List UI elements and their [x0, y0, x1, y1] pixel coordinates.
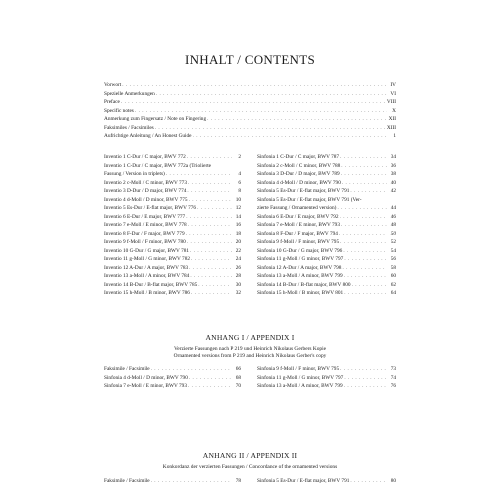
toc-entry: [104, 188, 241, 197]
toc-entry-page: 66: [235, 366, 241, 372]
toc-entry-page: XII: [388, 116, 396, 122]
toc-entry-page: 58: [390, 264, 396, 271]
toc-entry-label: Inventio 3 D-Dur / D major, BWV 774: [104, 188, 187, 194]
toc-entry-page: 22: [235, 247, 241, 254]
dot-leader: [344, 257, 387, 262]
dot-leader: [340, 155, 387, 160]
toc-entry-label: Sinfonia 13 a-Moll / A minor, BWV 799: [257, 383, 343, 389]
toc-entry: [104, 205, 241, 214]
front-matter-list: [104, 82, 396, 142]
toc-entry: [104, 214, 241, 223]
toc-entry: [104, 91, 396, 100]
toc-entry-label: Sinfonia 7 e-Moll / E minor, BWV 793: [104, 383, 187, 389]
dot-leader: [191, 291, 232, 296]
dot-leader: [155, 126, 386, 131]
toc-entry-page: 54: [390, 247, 396, 254]
dot-leader: [190, 249, 232, 254]
toc-entry-label: Sinfonia 4 d-Moll / D minor, BWV 790: [257, 179, 341, 186]
toc-entry: [257, 231, 396, 240]
dot-leader: [342, 266, 387, 271]
toc-entry-label: Sinfonia 2 c-Moll / C minor, BWV 788: [257, 162, 341, 169]
dot-leader: [156, 92, 387, 97]
dot-leader: [121, 100, 386, 105]
toc-entry-page: X: [392, 107, 396, 114]
toc-entry: [104, 171, 241, 180]
dot-leader: [350, 189, 387, 194]
toc-entry-page: XIII: [386, 124, 396, 131]
toc-entry-label: Sinfonia 8 F-Dur / F major, BWV 794: [257, 230, 338, 237]
dot-leader: [151, 479, 232, 484]
dot-leader: [340, 240, 387, 245]
toc-entry-label: Sinfonia 13 a-Moll / A minor, BWV 799: [257, 273, 343, 279]
toc-entry-page: 14: [235, 213, 241, 220]
dot-leader: [344, 376, 387, 381]
toc-entry-page: 40: [390, 179, 396, 186]
toc-entry-label: Sinfonia 15 h-Moll / B minor, BWV 801: [257, 290, 344, 296]
toc-entry: [257, 214, 396, 223]
toc-entry-page: 18: [235, 230, 241, 237]
toc-entry: [257, 256, 396, 265]
toc-entry-label: Sinfonia 5 Es-Dur / E-flat major, BWV 791: [257, 478, 350, 484]
toc-entry: [257, 171, 396, 180]
toc-entry-page: 50: [390, 230, 396, 237]
toc-entry-label: Inventio 6 E-Dur / E major, BWV 777: [104, 213, 186, 220]
toc-entry-page: 42: [390, 188, 396, 194]
toc-entry: [104, 478, 241, 487]
dot-leader: [343, 249, 387, 254]
toc-entry: [104, 197, 241, 206]
dot-leader: [187, 189, 232, 194]
toc-entry-label: Aufrichtige Anleitung / An Honest Guide: [104, 133, 192, 139]
toc-entry-page: 38: [390, 171, 396, 177]
toc-entry-label: Inventio 2 c-Moll / C minor, BWV 773: [104, 179, 187, 186]
dot-leader: [339, 232, 387, 237]
dot-leader: [151, 367, 232, 372]
toc-entry: [104, 82, 396, 91]
dot-leader: [187, 240, 232, 245]
toc-entry-label: Fassung / Version in triplets): [104, 171, 165, 177]
toc-entry-page: 34: [390, 154, 396, 160]
toc-entry: [104, 265, 241, 274]
toc-entry-label: Inventio 7 e-Moll / E minor, BWV 778: [104, 222, 187, 228]
toc-entry-label: Sinfonia 9 f-Moll / F minor, BWV 795: [257, 366, 340, 372]
toc-entry-page: 64: [390, 290, 396, 296]
toc-entry: [257, 478, 396, 487]
toc-entry-label: Inventio 12 A-Dur / A major, BWV 783: [104, 264, 189, 271]
dot-leader: [350, 479, 387, 484]
toc-entry: [104, 375, 241, 384]
toc-entry: [257, 239, 396, 248]
toc-entry-label: Faksimile / Facsimile: [104, 478, 150, 484]
dot-leader: [122, 83, 387, 88]
toc-entry-page: 4: [238, 171, 241, 177]
toc-entry-label: Spezielle Anmerkungen: [104, 90, 155, 97]
toc-entry: [257, 163, 396, 172]
dot-leader: [190, 274, 232, 279]
dot-leader: [189, 198, 232, 203]
toc-entry: [257, 197, 396, 206]
toc-entry-label: Sinfonia 5 Es-Dur / E-flat major, BWV 791 (Ver-: [257, 196, 362, 203]
appendix1-title: ANHANG I / APPENDIX I: [205, 333, 295, 342]
toc-entry-page: 62: [390, 281, 396, 288]
toc-entry-page: 76: [390, 383, 396, 389]
dot-leader: [193, 134, 387, 139]
toc-entry: [104, 222, 241, 231]
toc-entry: [257, 248, 396, 257]
appendix2-title: ANHANG II / APPENDIX II: [202, 451, 298, 460]
dot-leader: [189, 376, 232, 381]
toc-entry: [104, 239, 241, 248]
toc-entry-label: Sinfonia 9 f-Moll / F minor, BWV 795: [257, 239, 340, 245]
toc-entry-page: 52: [390, 239, 396, 245]
appendix1-right-list: [257, 366, 396, 392]
toc-entry: [257, 366, 396, 375]
dot-leader: [340, 367, 387, 372]
toc-entry-page: 26: [235, 264, 241, 271]
toc-entry-page: VIII: [386, 99, 396, 105]
dot-leader: [191, 257, 232, 262]
toc-entry-page: 80: [390, 478, 396, 484]
dot-leader: [189, 266, 232, 271]
toc-entry: [104, 290, 241, 299]
toc-entry: [257, 188, 396, 197]
toc-entry: [104, 273, 241, 282]
toc-entry: [104, 154, 241, 163]
toc-entry: [257, 265, 396, 274]
dot-leader: [341, 164, 387, 169]
dot-leader: [135, 109, 387, 114]
toc-entry: [104, 163, 241, 172]
toc-entry-page: 56: [390, 256, 396, 262]
toc-entry-label: Inventio 8 F-Dur / F major, BWV 779: [104, 230, 185, 237]
toc-entry-page: 46: [390, 213, 396, 220]
toc-entry: [104, 180, 241, 189]
dot-leader: [186, 232, 232, 237]
toc-entry: [257, 222, 396, 231]
toc-entry-page: 24: [235, 256, 241, 262]
toc-entry-page: 74: [390, 374, 396, 381]
toc-entry: [257, 290, 396, 299]
toc-entry-label: Sinfonia 7 e-Moll / E minor, BWV 793: [257, 222, 340, 228]
toc-entry-page: 44: [390, 205, 396, 211]
dot-leader: [166, 172, 232, 177]
dot-leader: [344, 291, 387, 296]
toc-entry-label: Specific notes: [104, 107, 134, 114]
toc-entry-page: VI: [390, 90, 396, 97]
toc-entry-label: Sinfonia 14 B-Dur / B-flat major, BWV 800: [257, 281, 351, 288]
toc-entry: [104, 99, 396, 108]
toc-entry-page: 78: [235, 478, 241, 484]
dot-leader: [198, 283, 232, 288]
toc-entry-label: Anmerkung zum Fingersatz / Note on Fingering: [104, 116, 207, 122]
toc-entry-label: Sinfonia 12 A-Dur / A major, BWV 798: [257, 264, 342, 271]
dot-leader: [344, 274, 387, 279]
toc-entry-page: 8: [238, 188, 241, 194]
dot-leader: [187, 155, 232, 160]
toc-entry-page: 30: [235, 281, 241, 288]
toc-entry-label: Sinfonia 11 g-Moll / G minor, BWV 797: [257, 374, 344, 381]
toc-entry: [104, 256, 241, 265]
dot-leader: [188, 181, 232, 186]
toc-entry: [257, 282, 396, 291]
toc-entry-label: Inventio 11 g-Moll / G minor, BWV 782: [104, 256, 191, 262]
toc-entry-label: Inventio 1 C-Dur / C major, BWV 772: [104, 154, 186, 160]
toc-entry-label: Inventio 9 f-Moll / F minor, BWV 780: [104, 239, 186, 245]
toc-entry-page: 20: [235, 239, 241, 245]
toc-entry-page: 70: [235, 383, 241, 389]
dot-leader: [197, 206, 232, 211]
appendix1-left-list: [104, 366, 241, 392]
appendix2-left-list: [104, 478, 241, 487]
toc-entry-label: Sinfonia 4 d-Moll / D minor, BWV 790: [104, 374, 188, 381]
toc-entry-page: IV: [390, 82, 396, 88]
toc-entry-page: 1: [393, 133, 396, 139]
toc-entry: [257, 273, 396, 282]
toc-entry-label: Faksimiles / Facsimiles: [104, 124, 154, 131]
toc-entry-label: Preface: [104, 99, 120, 105]
appendix1-caption-line1: Verzierte Fassungen nach P 219 und Heinrich Nikolaus Gerbers Kopie: [173, 346, 327, 352]
appendix2-right-list: [257, 478, 396, 487]
toc-entry: [257, 154, 396, 163]
toc-entry-label: Inventio 4 d-Moll / D minor, BWV 775: [104, 196, 188, 203]
toc-entry: [104, 383, 241, 392]
dot-leader: [186, 215, 232, 220]
toc-entry-page: 60: [390, 273, 396, 279]
toc-entry: [257, 383, 396, 392]
toc-entry-label: Sinfonia 11 g-Moll / G minor, BWV 797: [257, 256, 344, 262]
toc-entry-label: Sinfonia 1 C-Dur / C major, BWV 787: [257, 154, 340, 160]
toc-entry-page: 10: [235, 196, 241, 203]
toc-entry-page: 12: [235, 205, 241, 211]
toc-entry-label: Faksimile / Facsimile: [104, 366, 150, 372]
appendix2-caption-line1: Konkordanz der verzierten Fassungen / Concordance of the ornamented versions: [162, 464, 338, 470]
toc-entry-page: 16: [235, 222, 241, 228]
inventions-list: [104, 154, 241, 299]
appendix1-caption-line2: Ornamented versions from P 219 and Heinrich Nikolaus Gerber's copy: [173, 353, 327, 359]
toc-entry: [257, 205, 396, 214]
toc-entry-label: Inventio 15 h-Moll / B minor, BWV 786: [104, 290, 190, 296]
dot-leader: [188, 223, 232, 228]
toc-entry-label: Inventio 5 Es-Dur / E-flat major, BWV 776: [104, 205, 197, 211]
toc-entry-label: Inventio 13 a-Moll / A minor, BWV 784: [104, 273, 190, 279]
toc-entry-label: Sinfonia 5 Es-Dur / E-flat major, BWV 791: [257, 188, 350, 194]
toc-entry-page: 36: [390, 162, 396, 169]
dot-leader: [341, 223, 387, 228]
toc-entry-label: zierte Fassung / Ornamented version): [257, 205, 337, 211]
toc-entry: [257, 180, 396, 189]
dot-leader: [207, 117, 387, 122]
toc-entry-page: 6: [238, 179, 241, 186]
dot-leader: [344, 384, 387, 389]
toc-entry-label: Sinfonia 3 D-Dur / D major, BWV 789: [257, 171, 340, 177]
page-title: INHALT / CONTENTS: [184, 52, 316, 67]
toc-entry: [104, 116, 396, 125]
dot-leader: [342, 181, 387, 186]
dot-leader: [337, 206, 387, 211]
toc-entry-label: Inventio 10 G-Dur / G major, BWV 781: [104, 247, 190, 254]
toc-entry-page: 68: [235, 374, 241, 381]
toc-entry: [104, 108, 396, 117]
toc-entry-label: Sinfonia 10 G-Dur / G major, BWV 796: [257, 247, 343, 254]
toc-entry: [104, 248, 241, 257]
toc-entry-page: 28: [235, 273, 241, 279]
toc-entry: [104, 133, 396, 142]
toc-entry: [257, 375, 396, 384]
toc-entry-page: 48: [390, 222, 396, 228]
toc-entry: [104, 282, 241, 291]
toc-entry: [104, 125, 396, 134]
toc-entry-label: Inventio 1 C-Dur / C major, BWV 772a (Triolierte: [104, 162, 212, 169]
dot-leader: [352, 283, 387, 288]
dot-leader: [341, 172, 387, 177]
toc-entry-label: Vorwort: [104, 82, 122, 88]
toc-entry-page: 2: [238, 154, 241, 160]
toc-entry: [104, 231, 241, 240]
dot-leader: [188, 384, 232, 389]
sinfonias-list: [257, 154, 396, 299]
toc-entry-label: Inventio 14 B-Dur / B-flat major, BWV 785: [104, 281, 198, 288]
toc-entry-page: 32: [235, 290, 241, 296]
toc-entry-label: Sinfonia 6 E-Dur / E major, BWV 792: [257, 213, 339, 220]
dot-leader: [340, 215, 388, 220]
toc-entry-page: 73: [390, 366, 396, 372]
toc-entry: [104, 366, 241, 375]
